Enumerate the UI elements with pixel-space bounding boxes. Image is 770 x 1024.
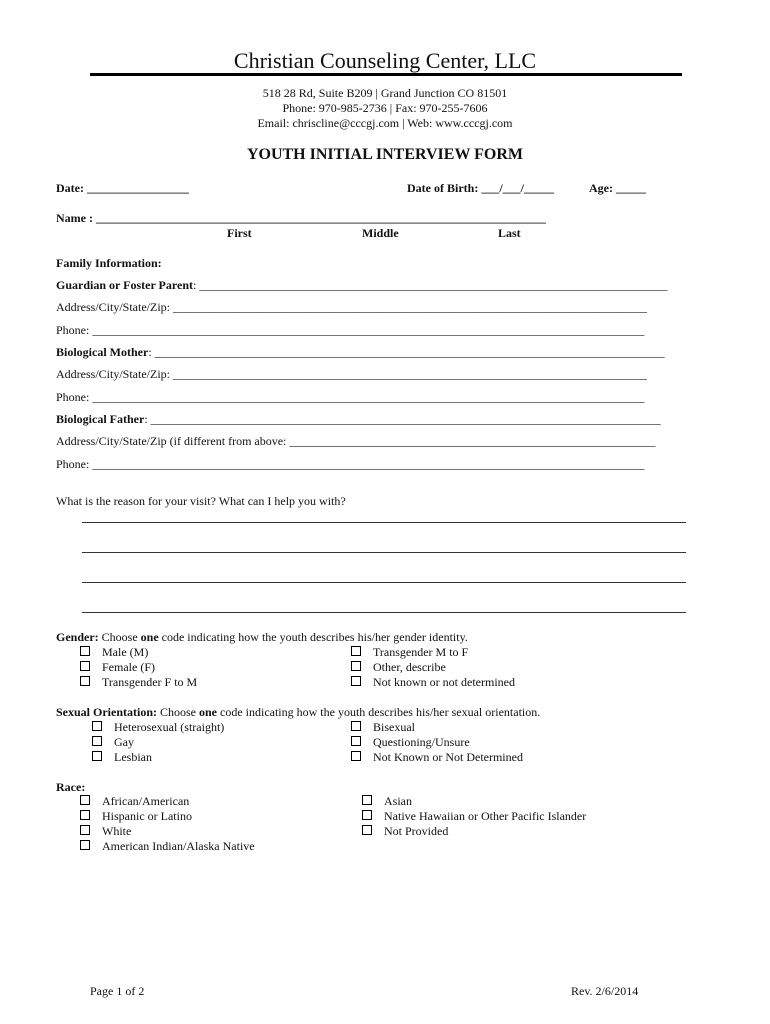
guardian-phone-field[interactable]: Phone: ____________________________________________________________________________________________	[56, 323, 645, 337]
orientation-label: Sexual Orientation:	[56, 705, 157, 719]
checkbox-icon[interactable]	[80, 810, 90, 820]
guardian-label: Guardian or Foster Parent	[56, 278, 193, 292]
company-name: Christian Counseling Center, LLC	[233, 48, 537, 73]
race-option-white[interactable]: White	[80, 824, 131, 839]
checkbox-icon[interactable]	[362, 810, 372, 820]
header-rule	[90, 73, 682, 76]
visit-answer-line[interactable]	[82, 522, 686, 523]
company-email-web: Email: chriscline@cccgj.com | Web: www.cccgj.com	[257, 116, 513, 130]
guardian-line: : ______________________________________________________________________________	[193, 278, 668, 292]
name-field[interactable]: Name : ___________________________________________________________________________	[56, 211, 546, 225]
race-option-not-provided[interactable]: Not Provided	[362, 824, 448, 839]
orientation-option-lesbian[interactable]: Lesbian	[92, 750, 152, 765]
checkbox-icon[interactable]	[80, 825, 90, 835]
race-label: Race:	[56, 780, 86, 794]
guardian-field[interactable]	[56, 278, 680, 293]
father-label: Biological Father	[56, 412, 145, 426]
name-first-caption: First	[227, 226, 252, 240]
name-middle-caption: Middle	[362, 226, 399, 240]
name-last-caption: Last	[498, 226, 521, 240]
race-option-american-indian[interactable]: American Indian/Alaska Native	[80, 839, 255, 854]
guardian-address-field[interactable]: Address/City/State/Zip: _______________________________________________________________________________	[56, 300, 647, 314]
mother-line: : _____________________________________________________________________________________	[148, 345, 665, 359]
checkbox-icon[interactable]	[92, 751, 102, 761]
page-number: Page 1 of 2	[90, 984, 145, 998]
age-field[interactable]: Age: _____	[589, 181, 646, 195]
orientation-option-gay[interactable]: Gay	[92, 735, 134, 750]
visit-question: What is the reason for your visit? What can I help you with?	[56, 494, 346, 508]
orientation-instruction: Sexual Orientation: Choose one code indicating how the youth describes his/her sexual orientation.	[56, 705, 541, 719]
gender-option-female[interactable]: Female (F)	[80, 660, 155, 675]
mother-label: Biological Mother	[56, 345, 149, 359]
checkbox-icon[interactable]	[351, 661, 361, 671]
company-address: 518 28 Rd, Suite B209 | Grand Junction CO 81501	[262, 86, 508, 100]
checkbox-icon[interactable]	[80, 795, 90, 805]
race-option-hispanic[interactable]: Hispanic or Latino	[80, 809, 192, 824]
date-field[interactable]: Date: _________________	[56, 181, 189, 195]
checkbox-icon[interactable]	[80, 840, 90, 850]
checkbox-icon[interactable]	[351, 721, 361, 731]
orientation-option-not-known[interactable]: Not Known or Not Determined	[351, 750, 523, 765]
dob-field[interactable]: Date of Birth: ___/___/_____	[407, 181, 554, 195]
checkbox-icon[interactable]	[351, 676, 361, 686]
checkbox-icon[interactable]	[351, 751, 361, 761]
gender-option-not-known[interactable]: Not known or not determined	[351, 675, 515, 690]
visit-answer-line[interactable]	[82, 612, 686, 613]
orientation-option-questioning[interactable]: Questioning/Unsure	[351, 735, 470, 750]
race-option-pacific-islander[interactable]: Native Hawaiian or Other Pacific Islander	[362, 809, 586, 824]
race-option-asian[interactable]: Asian	[362, 794, 412, 809]
checkbox-icon[interactable]	[80, 661, 90, 671]
checkbox-icon[interactable]	[362, 825, 372, 835]
checkbox-icon[interactable]	[351, 646, 361, 656]
revision-date: Rev. 2/6/2014	[571, 984, 639, 998]
checkbox-icon[interactable]	[92, 736, 102, 746]
gender-instruction: Gender: Choose one code indicating how the youth describes his/her gender identity.	[56, 630, 468, 644]
gender-option-other[interactable]: Other, describe	[351, 660, 446, 675]
company-phone-fax: Phone: 970-985-2736 | Fax: 970-255-7606	[282, 101, 488, 115]
gender-option-transgender-f-to-m[interactable]: Transgender F to M	[80, 675, 197, 690]
checkbox-icon[interactable]	[92, 721, 102, 731]
orientation-option-heterosexual[interactable]: Heterosexual (straight)	[92, 720, 224, 735]
gender-option-transgender-m-to-f[interactable]: Transgender M to F	[351, 645, 468, 660]
mother-field[interactable]	[56, 345, 680, 360]
family-heading: Family Information:	[56, 256, 162, 270]
father-phone-field[interactable]: Phone: ____________________________________________________________________________________________	[56, 457, 645, 471]
checkbox-icon[interactable]	[351, 736, 361, 746]
checkbox-icon[interactable]	[362, 795, 372, 805]
orientation-option-bisexual[interactable]: Bisexual	[351, 720, 415, 735]
checkbox-icon[interactable]	[80, 676, 90, 686]
gender-label: Gender:	[56, 630, 99, 644]
mother-phone-field[interactable]: Phone: ____________________________________________________________________________________________	[56, 390, 645, 404]
father-field[interactable]	[56, 412, 680, 427]
father-address-field[interactable]: Address/City/State/Zip (if different from above: _____________________________________________________________	[56, 434, 656, 448]
visit-answer-line[interactable]	[82, 582, 686, 583]
mother-address-field[interactable]: Address/City/State/Zip: _______________________________________________________________________________	[56, 367, 647, 381]
father-line: : _____________________________________________________________________________________	[144, 412, 661, 426]
checkbox-icon[interactable]	[80, 646, 90, 656]
visit-answer-line[interactable]	[82, 552, 686, 553]
gender-option-male[interactable]: Male (M)	[80, 645, 148, 660]
race-option-african-american[interactable]: African/American	[80, 794, 189, 809]
form-title: YOUTH INITIAL INTERVIEW FORM	[246, 146, 524, 163]
